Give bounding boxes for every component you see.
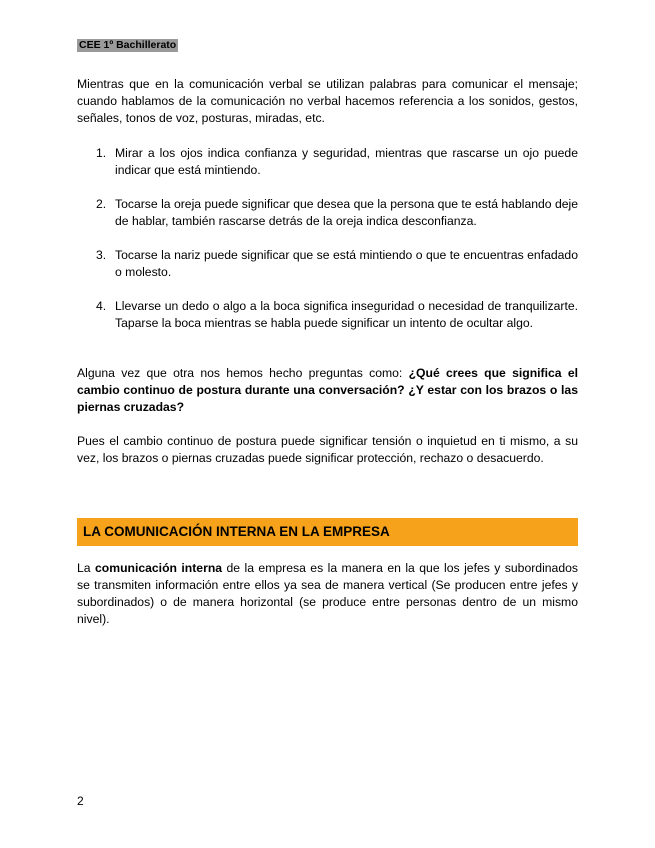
section-title: LA COMUNICACIÓN INTERNA EN LA EMPRESA	[83, 524, 390, 539]
page-number: 2	[77, 794, 84, 808]
list-item-text: Tocarse la oreja puede significar que desea que la persona que te está hablando deje de hablar, también rascarse detrás de la oreja indica desconfianza.	[115, 197, 578, 228]
question-paragraph	[77, 365, 578, 416]
list-item	[77, 196, 578, 230]
list-number: 4.	[96, 299, 107, 313]
section-header-bar	[77, 518, 578, 546]
list-item-text: Mirar a los ojos indica confianza y seguridad, mientras que rascarse un ojo puede indicar que está mintiendo.	[115, 146, 578, 177]
list-number: 1.	[96, 146, 107, 160]
list-item	[77, 298, 578, 332]
list-item	[77, 247, 578, 281]
internal-communication-paragraph	[77, 560, 578, 628]
list-number: 2.	[96, 197, 107, 211]
list-number: 3.	[96, 248, 107, 262]
list-item-text: Tocarse la nariz puede significar que se está mintiendo o que te encuentras enfadado o molesto.	[115, 248, 578, 279]
answer-paragraph: Pues el cambio continuo de postura puede significar tensión o inquietud en ti mismo, a su vez, los brazos o piernas cruzadas puede significar protección, rechazo o desacuerdo.	[77, 434, 578, 465]
list-item-text: Llevarse un dedo o algo a la boca significa inseguridad o necesidad de tranquilizarte. Taparse la boca mientras se habla puede significar un intento de ocultar algo.	[115, 299, 578, 330]
header-tag: CEE 1º Bachillerato	[79, 39, 177, 51]
question-bold: ¿Qué crees que significa el cambio continuo de postura durante una conversación? ¿Y estar con los brazos o las piernas cruzadas?	[77, 366, 578, 414]
question-lead: Alguna vez que otra nos hemos hecho preguntas como:	[77, 366, 409, 380]
intro-paragraph: Mientras que en la comunicación verbal se utilizan palabras para comunicar el mensaje; cuando hablamos de la comunicación no verbal hacemos referencia a los sonidos, gestos, señales, tonos de voz, posturas, miradas, etc.	[77, 77, 578, 125]
internal-bold: comunicación interna	[95, 561, 223, 575]
list-item	[77, 145, 578, 179]
internal-lead: La	[77, 561, 96, 575]
internal-rest: de la empresa es la manera en la que los jefes y subordinados se transmiten información entre ellos ya sea de manera vertical (Se producen entre jefes y subordinados) o de manera horizontal (se produce entre personas dentro de un mismo nivel).	[77, 561, 578, 626]
gesture-list	[77, 145, 578, 349]
